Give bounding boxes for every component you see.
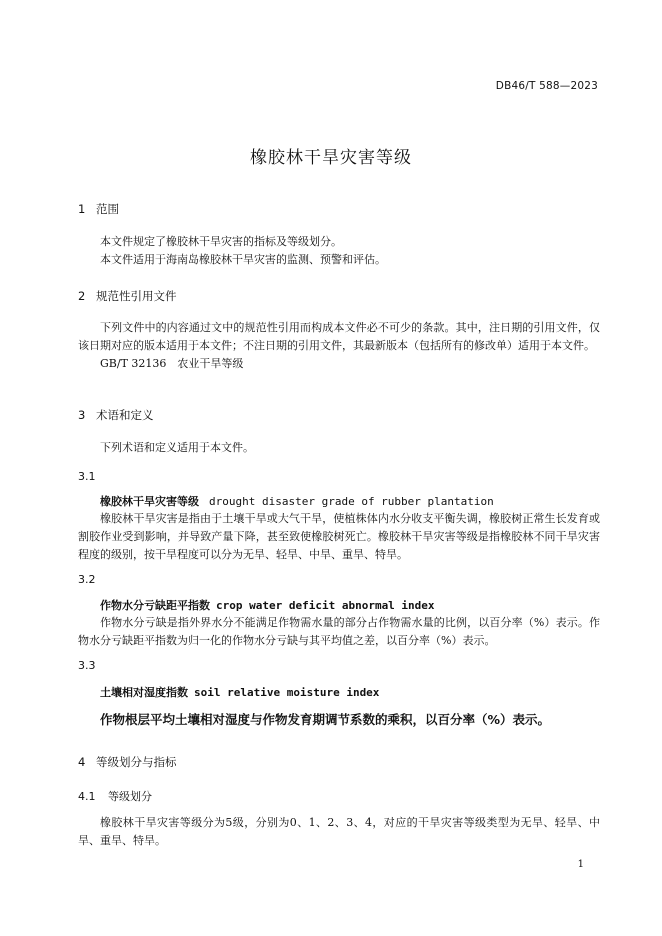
section-number: 3 (78, 408, 86, 422)
term-chinese: 土壤相对湿度指数 (100, 686, 188, 699)
term-english: drought disaster grade of rubber plantation (209, 495, 494, 508)
term-3-1-definition (78, 510, 600, 564)
section-2-body (78, 319, 600, 373)
term-3-1-title (100, 493, 494, 509)
paragraph: 本文件规定了橡胶林干旱灾害的指标及等级划分。 (100, 235, 342, 248)
section-1-body (78, 233, 600, 269)
term-3-2-definition (78, 614, 600, 650)
subsection-4-1-heading (78, 788, 152, 804)
section-3-heading (78, 407, 154, 423)
section-number: 1 (78, 202, 86, 216)
term-english: crop water deficit abnormal index (216, 599, 435, 612)
term-3-2-number: 3.2 (78, 573, 96, 586)
paragraph: 下列文件中的内容通过文中的规范性引用而构成本文件必不可少的条款。其中，注日期的引用文件，仅该日期对应的版本适用于本文件；不注日期的引用文件，其最新版本（包括所有的修改单）适用于本文件。 (78, 321, 600, 352)
section-title: 范围 (96, 202, 119, 216)
term-english: soil relative moisture index (194, 686, 380, 699)
page-number: 1 (577, 859, 584, 870)
section-number: 2 (78, 289, 86, 303)
normative-reference: GB/T 32136 农业干旱等级 (100, 357, 244, 370)
subsection-4-1-body (78, 814, 600, 850)
section-title: 术语和定义 (96, 408, 154, 422)
section-4-heading (78, 754, 177, 770)
paragraph: 橡胶林干旱灾害等级分为5级，分别为0、1、2、3、4，对应的干旱灾害等级类型为无旱、轻旱、中旱、重旱、特旱。 (78, 816, 600, 847)
term-chinese: 橡胶林干旱灾害等级 (100, 495, 199, 508)
term-chinese: 作物水分亏缺距平指数 (100, 599, 210, 612)
paragraph: 橡胶林干旱灾害是指由于土壤干旱或大气干旱，使植株体内水分收支平衡失调，橡胶树正常生长发育或割胶作业受到影响，并导致产量下降，甚至致使橡胶树死亡。橡胶林干旱灾害等级是指橡胶林不同干旱灾害程度的级别，按干旱程度可以分为无旱、轻旱、中旱、重旱、特旱。 (78, 512, 600, 561)
document-title: 橡胶林干旱灾害等级 (250, 148, 412, 168)
section-title: 规范性引用文件 (96, 289, 177, 303)
term-3-3-number: 3.3 (78, 659, 96, 672)
paragraph: 作物水分亏缺是指外界水分不能满足作物需水量的部分占作物需水量的比例，以百分率（%）表示。作物水分亏缺距平指数为归一化的作物水分亏缺与其平均值之差，以百分率（%）表示。 (78, 616, 600, 647)
term-3-1-number: 3.1 (78, 470, 96, 483)
section-1-heading (78, 201, 119, 217)
paragraph: 本文件适用于海南岛橡胶林干旱灾害的监测、预警和评估。 (100, 253, 386, 266)
section-2-heading (78, 288, 177, 304)
subsection-title: 等级划分 (108, 790, 152, 803)
section-number: 4 (78, 755, 86, 769)
term-3-3-definition: 作物根层平均土壤相对湿度与作物发育期调节系数的乘积，以百分率（%）表示。 (100, 712, 551, 727)
paragraph: 下列术语和定义适用于本文件。 (100, 441, 254, 454)
term-3-3-title (100, 684, 379, 700)
subsection-number: 4.1 (78, 790, 96, 803)
section-title: 等级划分与指标 (96, 755, 177, 769)
standard-code: DB46/T 588—2023 (495, 80, 598, 92)
term-3-2-title (100, 597, 435, 613)
section-3-intro (78, 439, 600, 457)
